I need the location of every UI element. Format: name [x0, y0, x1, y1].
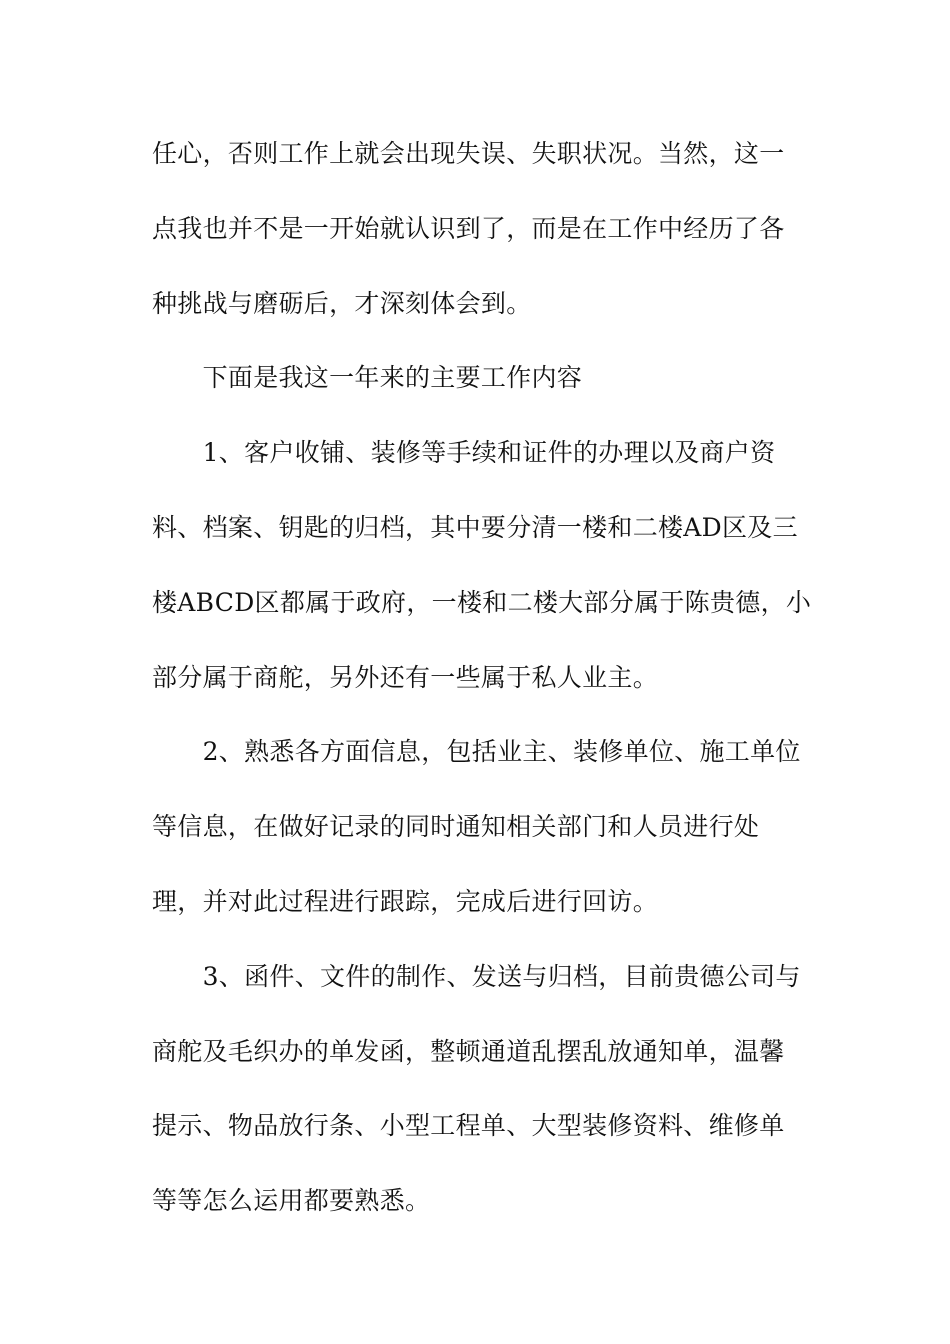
text-line: 1、客户收铺、装修等手续和证件的办理以及商户资: [152, 438, 776, 468]
text-line: 料、档案、钥匙的归档，其中要分清一楼和二楼AD区及三: [152, 512, 798, 542]
text-line: 楼ABCD区都属于政府，一楼和二楼大部分属于陈贵德，小: [152, 587, 812, 617]
document-body: [152, 127, 812, 1249]
text-line: 等信息，在做好记录的同时通知相关部门和人员进行处: [152, 812, 760, 842]
text-line: 部分属于商舵，另外还有一些属于私人业主。: [152, 662, 659, 692]
text-line: 理，并对此过程进行跟踪，完成后进行回访。: [152, 886, 659, 916]
text-line: 商舵及毛织办的单发函，整顿通道乱摆乱放通知单，温馨: [152, 1036, 785, 1066]
text-line: 等等怎么运用都要熟悉。: [152, 1186, 431, 1216]
text-line: 3、函件、文件的制作、发送与归档，目前贵德公司与: [152, 961, 801, 991]
text-line: 2、熟悉各方面信息，包括业主、装修单位、施工单位: [152, 737, 801, 767]
section-intro-line: 下面是我这一年来的主要工作内容: [152, 363, 583, 393]
text-line: 点我也并不是一开始就认识到了，而是在工作中经历了各: [152, 213, 785, 243]
text-line: 提示、物品放行条、小型工程单、大型装修资料、维修单: [152, 1111, 785, 1141]
text-line: 种挑战与磨砺后，才深刻体会到。: [152, 288, 532, 318]
text-line: 任心，否则工作上就会出现失误、失职状况。当然，这一: [152, 139, 785, 168]
